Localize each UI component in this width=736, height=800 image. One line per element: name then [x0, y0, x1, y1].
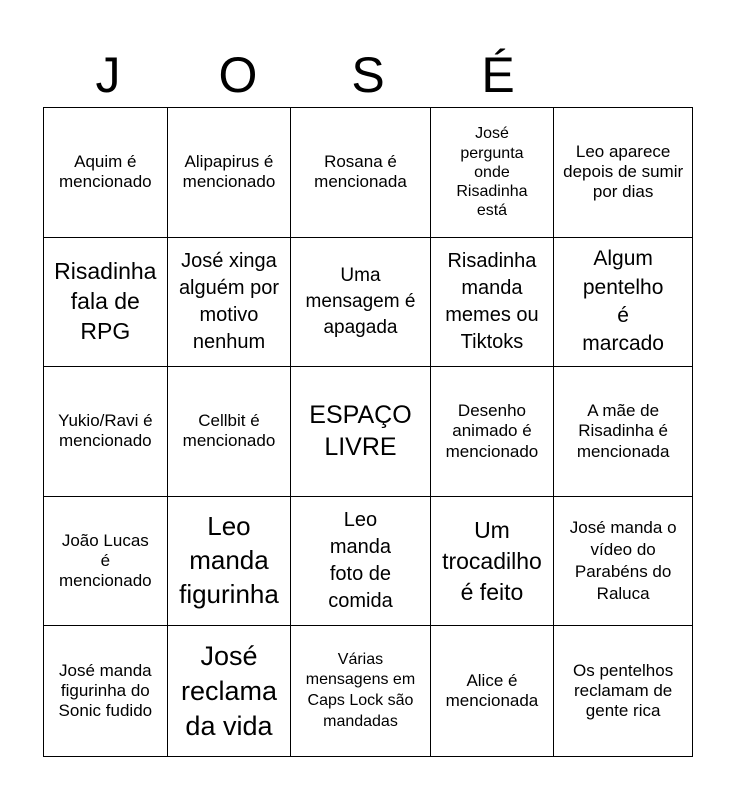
cell-text: José xinga alguém por motivo nenhum — [178, 249, 279, 353]
cell-text: Aquim é mencionado — [59, 151, 152, 192]
cell-text: Várias mensagens em Caps Lock são mandadas — [305, 650, 416, 730]
cell-text: José manda figurinha do Sonic fudido — [58, 660, 153, 721]
bingo-cell[interactable] — [44, 626, 168, 756]
bingo-cell[interactable] — [291, 367, 430, 497]
bingo-cell[interactable] — [554, 238, 692, 368]
cell-text: Leo aparece depois de sumir por dias — [563, 141, 684, 202]
cell-text: Algum pentelho é marcado — [582, 247, 664, 356]
cell-text: Alice é mencionada — [445, 670, 539, 711]
bingo-cell[interactable] — [431, 497, 555, 627]
bingo-cell[interactable] — [554, 626, 692, 756]
bingo-cell[interactable] — [554, 497, 692, 627]
cell-text: José reclama da vida — [180, 640, 277, 741]
bingo-cell[interactable] — [291, 497, 430, 627]
bingo-cell[interactable] — [431, 626, 555, 756]
cell-text: Risadinha manda memes ou Tiktoks — [445, 249, 539, 353]
bingo-cell[interactable] — [168, 497, 292, 627]
bingo-cell[interactable] — [554, 367, 692, 497]
cell-text: Uma mensagem é apagada — [305, 265, 416, 338]
bingo-title — [43, 44, 693, 106]
cell-text: Risadinha fala de RPG — [54, 258, 157, 344]
bingo-cell[interactable] — [44, 108, 168, 238]
cell-text: Alipapirus é mencionado — [182, 151, 276, 192]
bingo-cell[interactable] — [168, 626, 292, 756]
bingo-cell[interactable] — [168, 367, 292, 497]
cell-text: Rosana é mencionada — [314, 151, 407, 192]
cell-text: A mãe de Risadinha é mencionada — [576, 400, 670, 461]
bingo-cell[interactable] — [44, 238, 168, 368]
bingo-cell[interactable] — [291, 108, 430, 238]
cell-text: João Lucas é mencionado — [59, 530, 152, 591]
bingo-cell[interactable] — [431, 238, 555, 368]
bingo-cell[interactable] — [554, 108, 692, 238]
title-letter: É — [481, 47, 515, 103]
bingo-cell[interactable] — [291, 626, 430, 756]
cell-text: ESPAÇO LIVRE — [309, 400, 412, 462]
cell-text: Leo manda figurinha — [179, 511, 279, 609]
cell-text: Um trocadilho é feito — [442, 516, 542, 605]
bingo-cell[interactable] — [291, 238, 430, 368]
bingo-cell[interactable] — [44, 367, 168, 497]
title-letter: O — [218, 47, 258, 103]
cell-text: Os pentelhos reclamam de gente rica — [573, 660, 674, 721]
cell-text: José manda o vídeo do Parabéns do Raluca — [569, 517, 677, 604]
bingo-cell[interactable] — [431, 367, 555, 497]
bingo-cell[interactable] — [168, 238, 292, 368]
cell-text: José pergunta onde Risadinha está — [456, 125, 528, 220]
bingo-cell[interactable] — [431, 108, 555, 238]
cell-text: Leo manda foto de comida — [328, 509, 393, 613]
bingo-grid — [43, 107, 693, 757]
bingo-cell[interactable] — [168, 108, 292, 238]
bingo-cell[interactable] — [44, 497, 168, 627]
cell-text: Yukio/Ravi é mencionado — [58, 411, 153, 451]
cell-text: Cellbit é mencionado — [182, 411, 276, 451]
title-letter: S — [351, 47, 385, 103]
title-letter: J — [95, 47, 121, 103]
cell-text: Desenho animado é mencionado — [445, 400, 539, 461]
